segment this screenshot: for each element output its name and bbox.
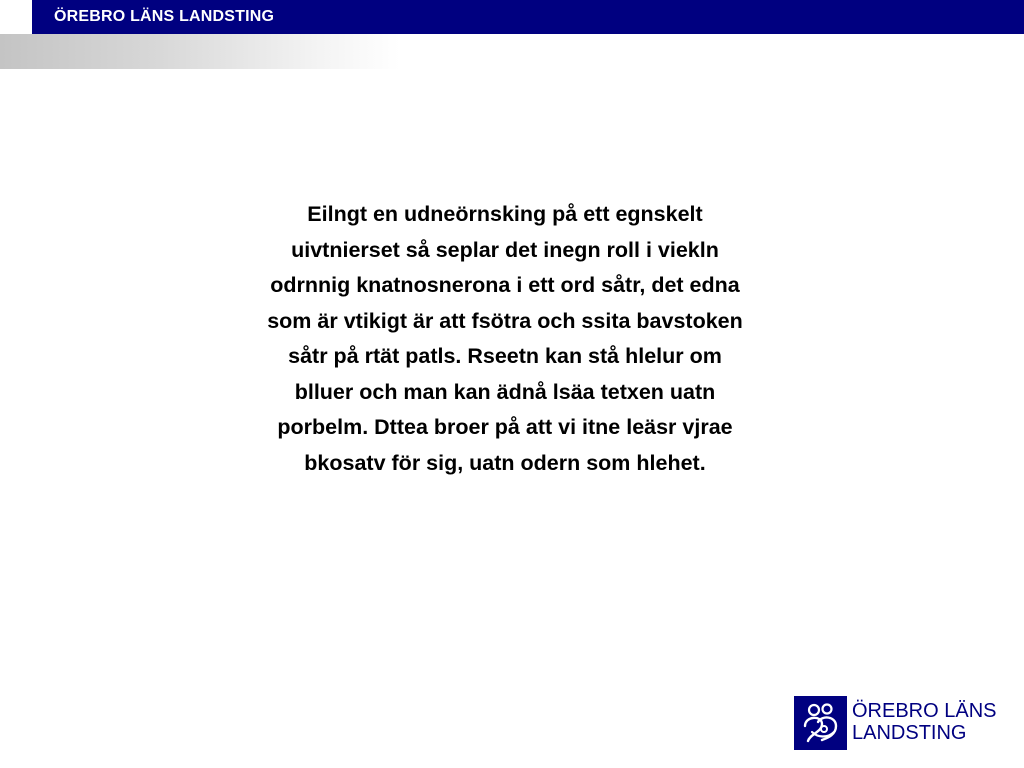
body-line: odrnnig knatnosnerona i ett ord såtr, det edna bbox=[270, 273, 740, 297]
body-text bbox=[200, 197, 810, 481]
header-title: ÖREBRO LÄNS LANDSTING bbox=[54, 8, 275, 25]
logo-line-1: ÖREBRO LÄNS bbox=[852, 700, 997, 722]
decorative-gradient-band bbox=[0, 34, 400, 69]
header-bar bbox=[32, 0, 1024, 34]
body-line: såtr på rtät patls. Rseetn kan stå hlelur om bbox=[288, 344, 722, 368]
body-line: blluer och man kan ädnå lsäa tetxen uatn bbox=[294, 379, 716, 404]
logo-text bbox=[852, 700, 996, 744]
body-line: porbelm. Dttea broer på att vi itne leäsr vjrae bbox=[277, 415, 733, 439]
body-line: Eilngt en udneörnsking på ett egnskelt bbox=[307, 202, 703, 226]
landsting-emblem-icon bbox=[794, 696, 847, 750]
logo-line-2: LANDSTING bbox=[852, 722, 967, 744]
body-line: bkosatv för sig, uatn odern som hlehet. bbox=[304, 450, 706, 475]
organization-logo bbox=[794, 696, 1004, 752]
body-line: som är vtikigt är att fsötra och ssita bavstoken bbox=[267, 308, 743, 333]
body-line: uivtnierset så seplar det inegn roll i viekln bbox=[291, 237, 719, 262]
